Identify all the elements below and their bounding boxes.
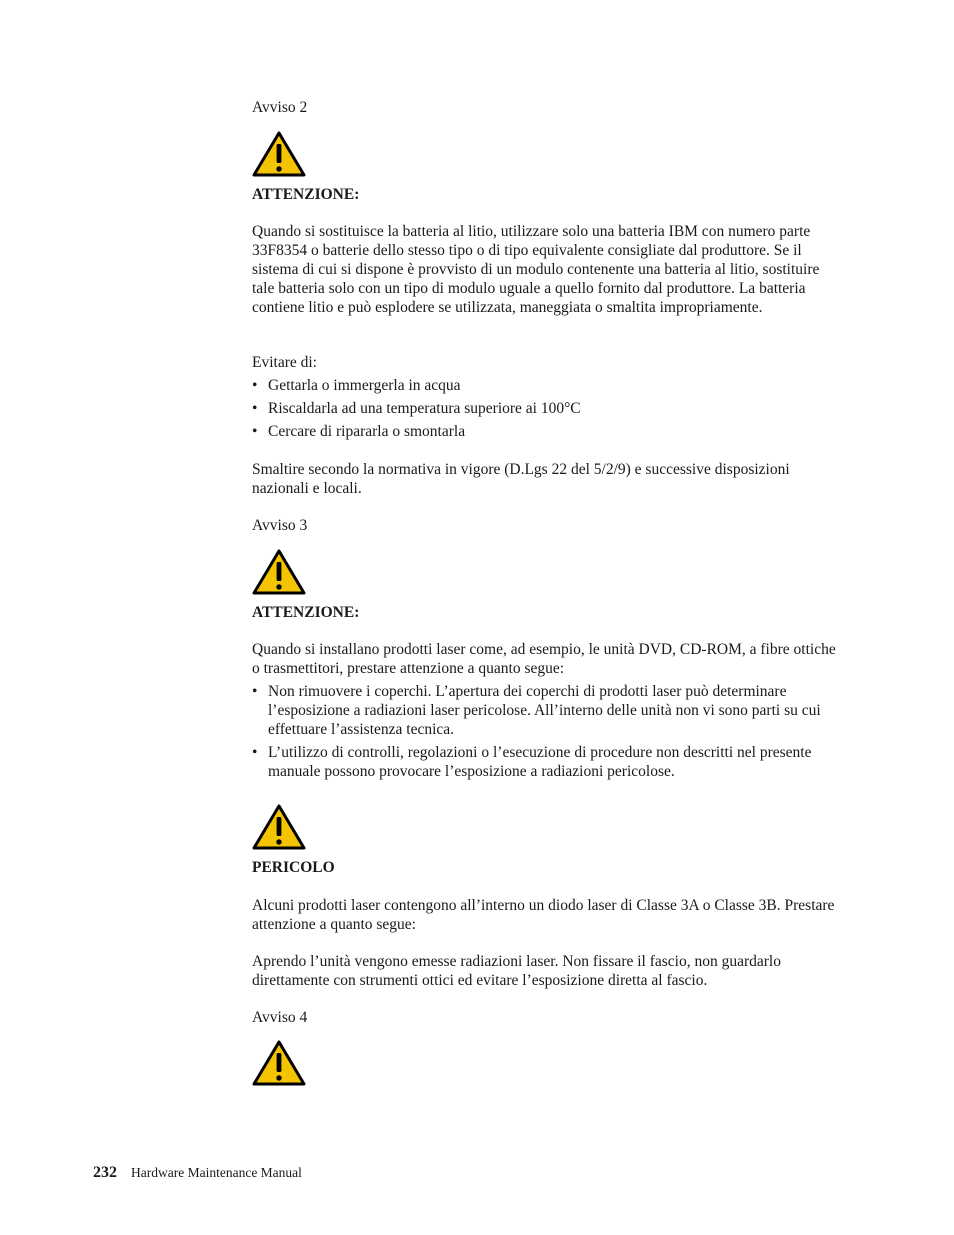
danger-label: PERICOLO bbox=[252, 859, 335, 876]
warning-triangle-icon bbox=[252, 1040, 306, 1086]
danger-paragraph-2: Aprendo l’unità vengono emesse radiazioni laser. Non fissare il fascio, non guardarlo direttamente con strumenti ottici ed evitare l’esposizione diretta al fascio. bbox=[252, 953, 781, 989]
list-item: • Non rimuovere i coperchi. L’apertura dei coperchi di prodotti laser può determinare l’esposizione a radiazioni laser pericolose. All’interno delle unità non vi sono parti su cui effettuare l’assistenza tecnica. bbox=[252, 683, 821, 738]
page-footer bbox=[93, 1163, 302, 1182]
list-item: • Riscaldarla ad una temperatura superiore ai 100°C bbox=[252, 400, 581, 417]
danger-paragraph-1: Alcuni prodotti laser contengono all’interno un diodo laser di Classe 3A o Classe 3B. Prestare attenzione a quanto segue: bbox=[252, 897, 835, 933]
battery-paragraph: Quando si sostituisce la batteria al litio, utilizzare solo una batteria IBM con numero parte 33F8354 o batterie dello stesso tipo o di tipo equivalente consigliate dal produttore. Se il sistema di cui si dispone è provvisto di un modulo contenente una batteria al litio, sostituire tale batteria solo con un tipo di modulo uguale a quello fornito dal produttore. La batteria contiene litio e può esplodere se utilizzata, maneggiata o smaltita impropriamente. bbox=[252, 223, 820, 316]
warning-triangle-icon bbox=[252, 804, 306, 850]
caution-label: ATTENZIONE: bbox=[252, 604, 360, 621]
disposal-paragraph: Smaltire secondo la normativa in vigore (D.Lgs 22 del 5/2/9) e successive disposizioni nazionali e locali. bbox=[252, 461, 790, 497]
notice-3-heading: Avviso 3 bbox=[252, 517, 308, 534]
avoid-list bbox=[252, 376, 844, 445]
notice-2-heading: Avviso 2 bbox=[252, 99, 308, 116]
list-item: • Cercare di ripararla o smontarla bbox=[252, 423, 466, 440]
laser-intro: Quando si installano prodotti laser come, ad esempio, le unità DVD, CD-ROM, a fibre ottiche o trasmettitori, prestare attenzione a quanto segue: bbox=[252, 641, 836, 677]
avoid-intro: Evitare di: bbox=[252, 354, 317, 371]
page-number: 232 bbox=[93, 1164, 117, 1181]
manual-title: Hardware Maintenance Manual bbox=[131, 1165, 302, 1180]
warning-triangle-icon bbox=[252, 549, 306, 595]
caution-label: ATTENZIONE: bbox=[252, 186, 360, 203]
list-item: • Gettarla o immergerla in acqua bbox=[252, 377, 461, 394]
warning-triangle-icon bbox=[252, 131, 306, 177]
laser-list bbox=[252, 682, 844, 785]
notice-4-heading: Avviso 4 bbox=[252, 1009, 308, 1026]
list-item: • L’utilizzo di controlli, regolazioni o l’esecuzione di procedure non descritti nel presente manuale possono provocare l’esposizione a radiazioni pericolose. bbox=[252, 744, 812, 780]
